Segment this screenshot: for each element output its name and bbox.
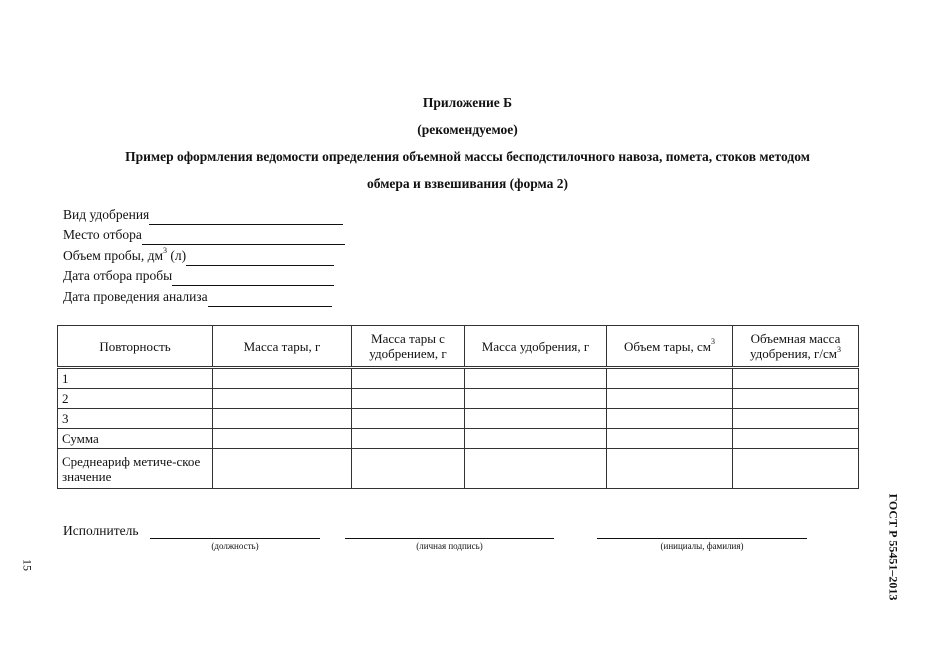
table-cell [733,449,859,489]
row-label: 1 [58,368,213,389]
header-tare-volume: Объем тары, $см^3$ [607,326,733,368]
signature-caption: (личная подпись) [416,541,483,551]
table-header-row [58,326,859,368]
position-caption: (должность) [211,541,259,551]
table-cell [733,368,859,389]
table-row [58,368,859,389]
header-fertilizer-mass: Масса удобрения, г [465,326,607,368]
executor-label: Исполнитель [63,523,139,538]
table-cell [213,449,352,489]
sample-volume-label: Объем пробы, $дм^3$ (л) [63,246,187,263]
header-tare-mass: Масса тары, г [213,326,352,368]
row-label: 3 [58,409,213,429]
table-cell [465,429,607,449]
sample-volume-field [63,245,345,266]
page-number: 15 [20,559,35,571]
sampling-date-blank [172,271,334,286]
fertilizer-type-blank [149,210,343,225]
table-cell [352,429,465,449]
form-fields [63,204,345,307]
sampling-place-blank [142,230,345,245]
form-title-line-1: Пример оформления ведомости определения объемной массы бесподстилочного навоза, помета, стоков методом [125,149,810,164]
fertilizer-type-field [63,204,345,225]
header-repeat: Повторность [58,326,213,368]
table-cell [465,368,607,389]
analysis-date-field [63,286,345,307]
table-cell [352,449,465,489]
position-line [150,523,320,539]
sampling-place-field [63,225,345,246]
table-cell [607,368,733,389]
analysis-date-blank [208,292,332,307]
table-cell [213,429,352,449]
table-row [58,409,859,429]
sampling-date-label: Дата отбора пробы [63,268,173,284]
table-cell [213,389,352,409]
signature-line [345,523,554,539]
table-row [58,449,859,489]
table-cell [733,409,859,429]
table-cell [213,409,352,429]
table-cell [352,368,465,389]
table-cell [465,389,607,409]
table-cell [607,429,733,449]
fertilizer-type-label: Вид удобрения [63,206,150,222]
document-code: ГОСТ Р 55451–2013 [886,493,901,601]
name-caption: (инициалы, фамилия) [660,541,744,551]
row-label: Сумма [58,429,213,449]
header-tare-with-fertilizer: Масса тары с удобрением, г [352,326,465,368]
table-cell [465,449,607,489]
sampling-date-field [63,266,345,287]
table-row [58,429,859,449]
analysis-date-label: Дата проведения анализа [63,288,208,304]
table-cell [607,409,733,429]
table-cell [213,368,352,389]
form-title-line-2: обмера и взвешивания (форма 2) [366,176,569,191]
row-label: 2 [58,389,213,409]
header-bulk-density: Объемная масса удобрения, $г/см^3$ [733,326,859,368]
table-cell [733,389,859,409]
row-label: Среднеариф метиче-ское значение [58,449,213,489]
table-cell [352,409,465,429]
table-cell [352,389,465,409]
appendix-title: Приложение Б [422,95,513,110]
table-cell [607,449,733,489]
sample-volume-blank [186,251,334,266]
appendix-status: (рекомендуемое) [417,122,518,137]
table-cell [607,389,733,409]
bulk-density-table [57,325,859,489]
table-cell [733,429,859,449]
name-line [597,523,807,539]
table-cell [465,409,607,429]
sampling-place-label: Место отбора [63,227,142,243]
table-row [58,389,859,409]
